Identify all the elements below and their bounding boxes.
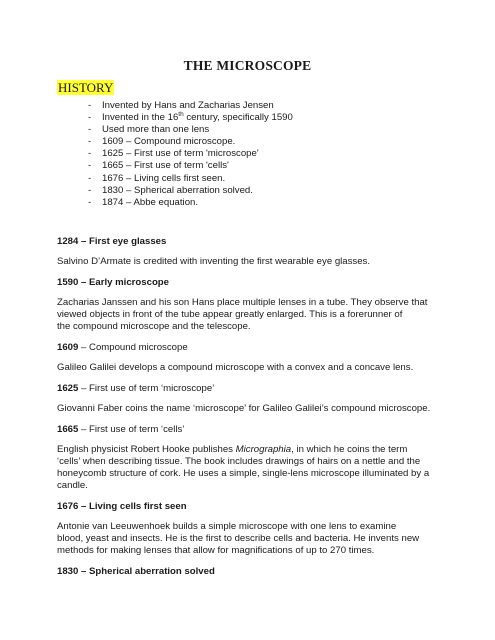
paragraph-line: Giovanni Faber coins the name ‘microscope’ for Galileo Galilei’s compound microscope. (57, 403, 431, 414)
entry-heading (57, 501, 441, 513)
paragraph-line: blood, yeast and insects. He is the first to describe cells and bacteria. He invents new (57, 533, 420, 544)
entry-year: 1609 (57, 342, 79, 353)
entry-heading (57, 277, 441, 289)
history-item: - 1874 – Abbe equation. (88, 196, 199, 208)
history-heading: HISTORY (58, 80, 114, 95)
history-item: - Invented by Hans and Zacharias Jensen (88, 100, 274, 111)
entry-year: 1284 (57, 236, 79, 247)
entry-title: – Spherical aberration solved (78, 566, 215, 577)
entry-paragraph (57, 521, 441, 557)
paragraph-line: Antonie van Leeuwenhoek builds a simple microscope with one lens to examine (57, 521, 397, 532)
history-item: - 1676 – Living cells first seen. (88, 172, 226, 184)
entry-paragraph (57, 403, 441, 415)
paragraph-line: Salvino D’Armate is credited with inventing the first wearable eye glasses. (57, 256, 371, 267)
entry-year: 1676 (57, 501, 79, 512)
paragraph-line: English physicist Robert Hooke publishes Micrographia, in which he coins the term (57, 444, 408, 455)
paragraph-line: Zacharias Janssen and his son Hans place multiple lenses in a tube. They observe that (57, 297, 428, 308)
entry-heading (57, 566, 441, 578)
paragraph-line: ‘cells’ when describing tissue. The book includes drawings of hairs on a nettle and the (57, 456, 421, 467)
entry-heading (57, 236, 441, 248)
entry-paragraph (57, 256, 441, 268)
paragraph-line: Galileo Galilei develops a compound microscope with a convex and a concave lens. (57, 362, 414, 373)
paragraph-line: viewed objects in front of the tube appear greatly enlarged. This is a forerunner of (57, 309, 403, 320)
history-item: - 1830 – Spherical aberration solved. (88, 184, 253, 196)
timeline-entries (57, 236, 441, 586)
entry-year: 1665 (57, 424, 79, 435)
paragraph-line: the compound microscope and the telescope. (57, 321, 251, 332)
entry-paragraph (57, 362, 441, 374)
entry-title: – Compound microscope (78, 342, 188, 353)
entry-title: – Living cells first seen (78, 501, 187, 512)
entry-year: 1830 (57, 566, 79, 577)
entry-heading (57, 383, 441, 395)
history-item: - Invented in the 16th century, specifically 1590 (88, 110, 293, 124)
entry-paragraph (57, 297, 441, 333)
entry-title: – First use of term ‘microscope’ (78, 383, 215, 394)
entry-paragraph (57, 444, 441, 492)
entry-title: – First eye glasses (78, 236, 167, 247)
history-item: - Used more than one lens (88, 124, 210, 136)
entry-heading (57, 342, 441, 354)
history-item: - 1625 – First use of term 'microscope' (88, 148, 259, 160)
entry-heading (57, 424, 441, 436)
entry-title: – First use of term ‘cells’ (78, 424, 185, 435)
entry-year: 1625 (57, 383, 79, 394)
history-list (88, 100, 293, 209)
entry-title: – Early microscope (78, 277, 169, 288)
history-item: - 1665 – First use of term 'cells' (88, 160, 229, 172)
paragraph-line: methods for making lenses that allow for magnifications of up to 270 times. (57, 545, 375, 556)
history-item: - 1609 – Compound microscope. (88, 136, 236, 148)
entry-year: 1590 (57, 277, 79, 288)
page-title: THE MICROSCOPE (183, 58, 312, 73)
paragraph-line: honeycomb structure of cork. He uses a simple, single-lens microscope illuminated by a (57, 468, 430, 479)
paragraph-line: candle. (57, 480, 88, 491)
